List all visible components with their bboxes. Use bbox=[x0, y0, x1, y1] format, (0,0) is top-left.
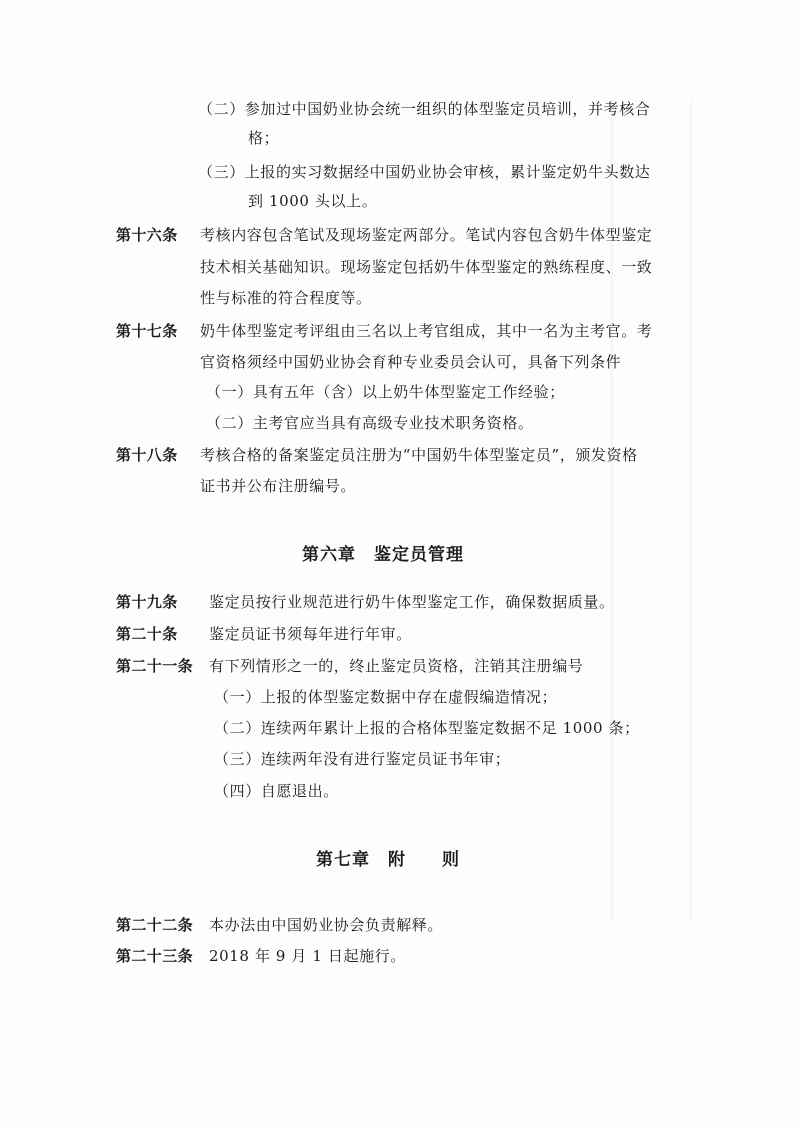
criteria-item-3: （三）上报的实习数据经中国奶业协会审核，累计鉴定奶牛头数达 bbox=[198, 163, 651, 181]
criteria-item-2-cont: 格； bbox=[248, 129, 280, 147]
chapter-7-title: 第七章 附 则 bbox=[316, 850, 460, 870]
article-21-item: （四）自愿退出。 bbox=[214, 782, 339, 800]
article-19-label: 第十九条 bbox=[116, 593, 178, 611]
article-18-text: 考核合格的备案鉴定员注册为“中国奶牛体型鉴定员”，颁发资格 bbox=[200, 446, 638, 464]
article-21-item: （二）连续两年累计上报的合格体型鉴定数据不足 1000 条； bbox=[214, 719, 640, 737]
article-18-label: 第十八条 bbox=[116, 446, 178, 464]
article-23-text: 2018 年 9 月 1 日起施行。 bbox=[209, 947, 406, 965]
scan-bleed-through bbox=[690, 100, 692, 920]
article-16-label: 第十六条 bbox=[116, 226, 178, 244]
article-22-label: 第二十二条 bbox=[116, 916, 194, 934]
article-19-text: 鉴定员按行业规范进行奶牛体型鉴定工作，确保数据质量。 bbox=[209, 593, 615, 611]
article-23-label: 第二十三条 bbox=[116, 947, 194, 965]
article-21-item: （三）连续两年没有进行鉴定员证书年审； bbox=[214, 750, 511, 768]
article-20-text: 鉴定员证书须每年进行年审。 bbox=[209, 625, 412, 643]
article-21-item: （一）上报的体型鉴定数据中存在虚假编造情况； bbox=[214, 688, 558, 706]
article-17-text: 官资格须经中国奶业协会育种专业委员会认可，具备下列条件 bbox=[200, 353, 622, 371]
criteria-item-3-cont: 到 1000 头以上。 bbox=[248, 192, 378, 210]
article-17-label: 第十七条 bbox=[116, 322, 178, 340]
article-21-text: 有下列情形之一的，终止鉴定员资格，注销其注册编号 bbox=[209, 657, 584, 675]
article-17-item-2: （二）主考官应当具有高级专业技术职务资格。 bbox=[206, 414, 534, 432]
article-17-item-1: （一）具有五年（含）以上奶牛体型鉴定工作经验； bbox=[206, 383, 565, 401]
article-16-text: 考核内容包含笔试及现场鉴定两部分。笔试内容包含奶牛体型鉴定 bbox=[200, 226, 653, 244]
scan-bleed-through bbox=[610, 100, 613, 920]
article-22-text: 本办法由中国奶业协会负责解释。 bbox=[209, 916, 444, 934]
criteria-item-2: （二）参加过中国奶业协会统一组织的体型鉴定员培训，并考核合 bbox=[198, 100, 651, 118]
article-16-text: 技术相关基础知识。现场鉴定包括奶牛体型鉴定的熟练程度、一致 bbox=[200, 258, 653, 276]
article-21-label: 第二十一条 bbox=[116, 657, 194, 675]
article-20-label: 第二十条 bbox=[116, 625, 178, 643]
article-16-text: 性与标准的符合程度等。 bbox=[200, 289, 372, 307]
article-17-text: 奶牛体型鉴定考评组由三名以上考官组成，其中一名为主考官。考 bbox=[200, 322, 653, 340]
chapter-6-title: 第六章 鉴定员管理 bbox=[302, 545, 464, 565]
article-18-text: 证书并公布注册编号。 bbox=[200, 477, 357, 495]
